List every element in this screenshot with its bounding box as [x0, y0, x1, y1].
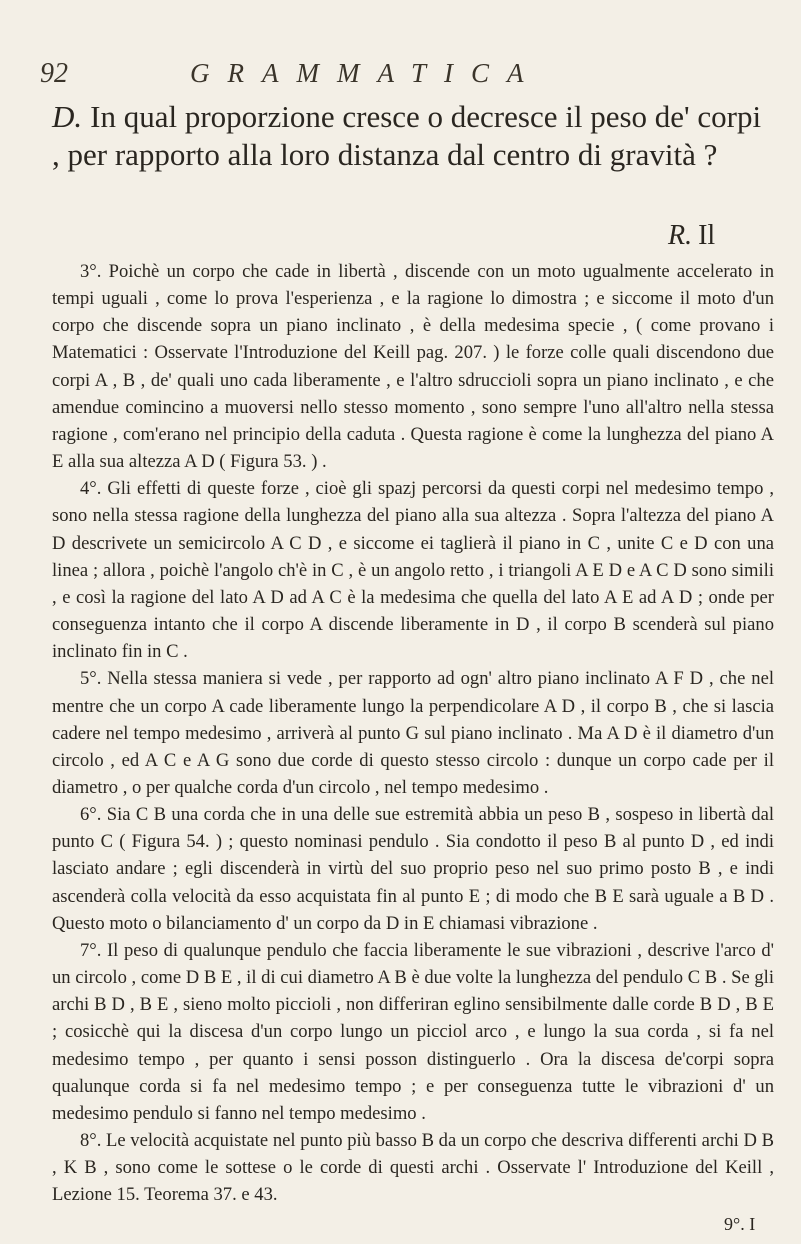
paragraph-3: 3°. Poichè un corpo che cade in libertà , discende con un moto ugualmente accelerato in tempi uguali , come lo prova l'esperienza , e la ragione lo dimostra ; e siccome il moto d'un corpo che discende sopra un piano inclinato , è della medesima specie , ( come provano i Matematici : Osservate l'Introduzione del Keill pag. 207. ) le forze colle quali discendono due corpi A , B , de' quali uno cada liberamente , e l'altro sdruccioli sopra un piano inclinato , e che amendue comincino a muoversi nello stesso momento , sono sempre l'uno all'altro nella stessa ragione , com'erano nel principio della caduta . Questa ragione è come la lunghezza del piano A E alla sua altezza A D ( Figura 53. ) .	[52, 261, 774, 473]
paragraph-5: 5°. Nella stessa maniera si vede , per rapporto ad ogn' altro piano inclinato A F D , che nel mentre che un corpo A cade liberamente lungo la perpendicolare A D , il corpo B , che si lascia cadere nel tempo medesimo , arriverà al punto G sul piano inclinato . Ma A D è il diametro d'un circolo , ed A C e A G sono due corde di questo stesso circolo : dunque un corpo cade per il diametro , o per qualche corda d'un circolo , nel tempo medesimo .	[52, 668, 774, 798]
answer-label-block	[668, 220, 715, 252]
answer-first-word: Il	[698, 220, 716, 251]
catchword: 9°. I	[724, 1214, 756, 1234]
page-number: 92	[40, 58, 68, 89]
paragraph-7: 7°. Il peso di qualunque pendulo che faccia liberamente le sue vibrazioni , descrive l'arco d' un circolo , come D B E , il di cui diametro A B è due volte la lunghezza del pendulo C B . Se gli archi B D , B E , sieno molto piccioli , non differiran eglino sensibilmente dalle corde B D , B E ; cosicchè qui la discesa d'un corpo lungo un picciol arco , e lungo la sua corda , si fa nel medesimo tempo , per quanto i sensi posson distinguerlo . Ora la discesa de'corpi sopra qualunque corda si fa nel medesimo tempo ; e per conseguenza tutte le vibrazioni d' un medesimo pendulo si fanno nel tempo medesimo .	[52, 939, 774, 1124]
question-label: D.	[52, 99, 83, 134]
body-text	[52, 258, 774, 1208]
paragraph-4: 4°. Gli effetti di queste forze , cioè gli spazj percorsi da questi corpi nel medesimo tempo , sono nella stessa ragione della lunghezza del piano alla sua altezza . Sopra l'altezza del piano A D descrivete un semicircolo A C D , e siccome ei taglierà il piano in C , unite C e D con una linea ; allora , poichè l'angolo ch'è in C , è un angolo retto , i triangoli A E D e A C D sono simili , e così la ragione del lato A D ad A C è la medesima che quella del lato A E ad A D ; onde per conseguenza intanto che il corpo A discende liberamente in D , il corpo B scenderà sul piano inclinato fin in C .	[52, 478, 774, 663]
running-title: GRAMMATICA	[190, 58, 542, 88]
paragraph-6: 6°. Sia C B una corda che in una delle sue estremità abbia un peso B , sospeso in libertà dal punto C ( Figura 54. ) ; questo nominasi pendulo . Sia condotto il peso B al punto D , ed indi lasciato andare ; egli discenderà in virtù del suo proprio peso nel suo primo posto B , e indi ascenderà colla velocità da esso acquistata fin al punto E ; di modo che B E sarà uguale a B D . Questo moto o bilanciamento d' un corpo da D in E chiamasi vibrazione .	[52, 804, 774, 934]
page-header	[40, 58, 760, 98]
answer-label: R.	[668, 220, 693, 251]
question-text: In qual proporzione cresce o decresce il peso de' corpi , per rapporto alla loro distanza dal centro di gravità ?	[52, 99, 762, 172]
question-block	[52, 98, 772, 174]
paragraph-8: 8°. Le velocità acquistate nel punto più basso B da un corpo che descriva differenti archi D B , K B , sono come le sottese o le corde di questi archi . Osservate l' Introduzione del Keill , Lezione 15. Teorema 37. e 43.	[52, 1130, 774, 1206]
